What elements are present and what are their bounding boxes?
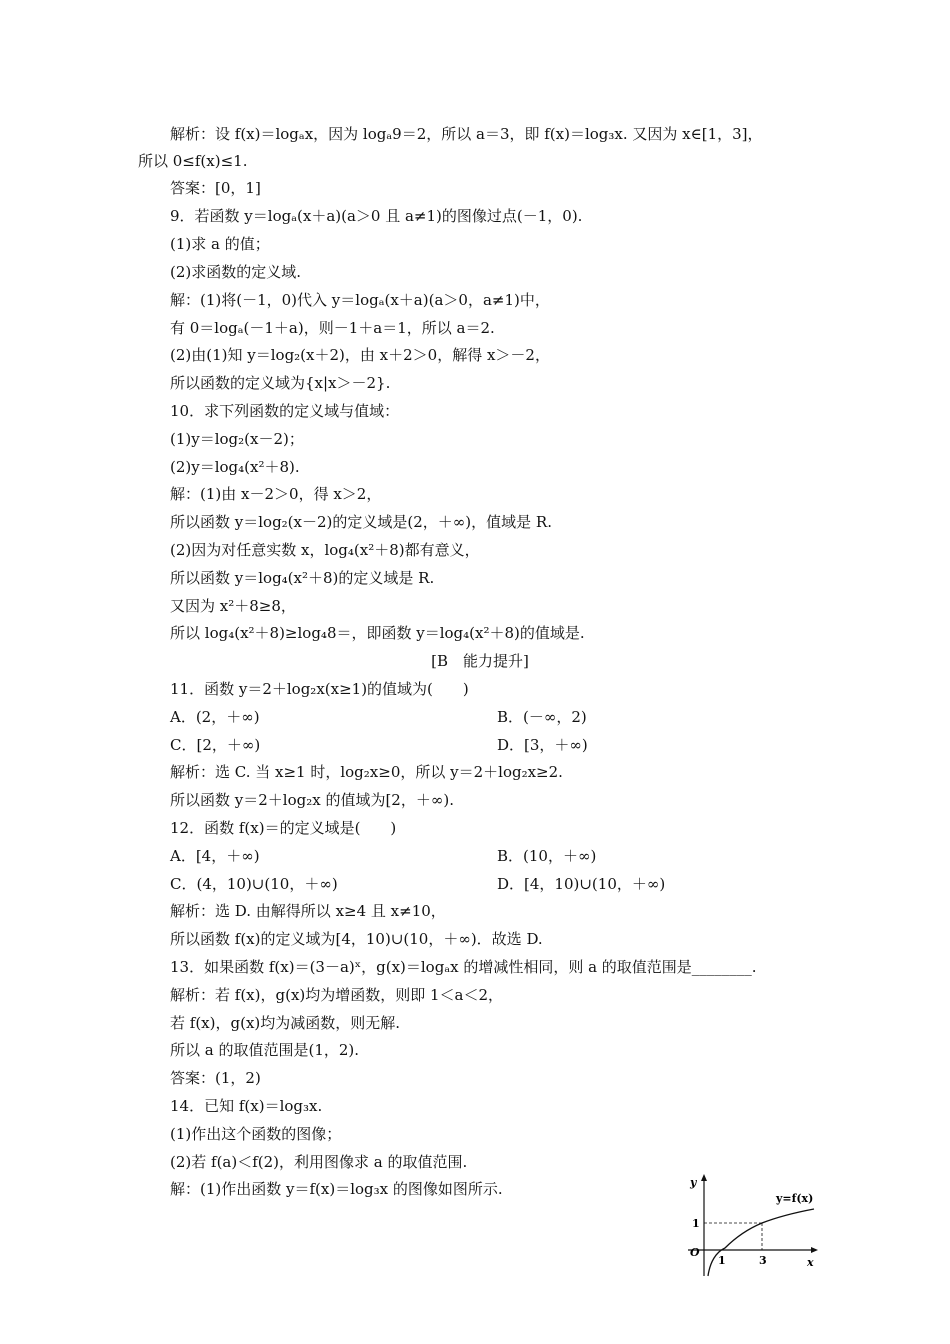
x-tick-1: 1 bbox=[718, 1254, 726, 1267]
question-10: 10．求下列函数的定义域与值域： bbox=[170, 402, 400, 420]
text-line: 解析：若 f(x)，g(x)均为增函数，则即 1＜a＜2， bbox=[170, 986, 504, 1004]
question-14: 14．已知 f(x)＝log₃x. bbox=[170, 1097, 323, 1115]
text-line: 有 0＝logₐ(－1＋a)，则－1＋a＝1，所以 a＝2. bbox=[170, 319, 495, 337]
text-line: 又因为 x²＋8≥8， bbox=[170, 597, 296, 615]
question-13: 13．如果函数 f(x)＝(3－a)ˣ，g(x)＝logₐx 的增减性相同，则 a 的取值范围是________. bbox=[170, 958, 757, 976]
text-line: (2)求函数的定义域. bbox=[170, 263, 302, 281]
text-line: 所以函数 f(x)的定义域为[4，10)∪(10，＋∞)．故选 D. bbox=[170, 930, 543, 948]
option-d: D．[3，＋∞) bbox=[497, 736, 588, 754]
option-b: B．(－∞，2) bbox=[497, 708, 587, 726]
y-axis-label: y bbox=[690, 1176, 697, 1189]
text-line: (1)求 a 的值； bbox=[170, 235, 270, 253]
text-line: 所以 log₄(x²＋8)≥log₄8＝，即函数 y＝log₄(x²＋8)的值域是. bbox=[170, 624, 585, 642]
text-line: (2)y＝log₄(x²＋8). bbox=[170, 458, 300, 476]
text-line: (1)y＝log₂(x－2)； bbox=[170, 430, 304, 448]
option-a: A．(2，＋∞) bbox=[170, 708, 260, 726]
text-line: 解：(1)作出函数 y＝f(x)＝log₃x 的图像如图所示. bbox=[170, 1180, 503, 1198]
text-line: 若 f(x)，g(x)均为减函数，则无解. bbox=[170, 1014, 401, 1032]
text-line: 所以 a 的取值范围是(1，2). bbox=[170, 1041, 360, 1059]
question-12: 12．函数 f(x)＝的定义域是( ) bbox=[170, 819, 397, 837]
text-line: (2)由(1)知 y＝log₂(x＋2)，由 x＋2＞0，解得 x＞－2， bbox=[170, 346, 550, 364]
origin-label: O bbox=[690, 1246, 700, 1259]
curve-label: y=f(x) bbox=[776, 1192, 814, 1205]
text-line: (2)因为对任意实数 x，log₄(x²＋8)都有意义， bbox=[170, 541, 480, 559]
text-line: (2)若 f(a)＜f(2)，利用图像求 a 的取值范围. bbox=[170, 1153, 468, 1171]
text-line: 所以函数 y＝2＋log₂x 的值域为[2，＋∞). bbox=[170, 791, 454, 809]
x-axis-arrow-icon bbox=[811, 1247, 818, 1253]
text-line: 所以函数 y＝log₂(x－2)的定义域是(2，＋∞)，值域是 R. bbox=[170, 513, 552, 531]
option-d: D．[4，10)∪(10，＋∞) bbox=[497, 875, 666, 893]
text-line: 所以函数的定义域为{x|x＞－2}. bbox=[170, 374, 391, 392]
answer-line: 答案：[0，1] bbox=[170, 179, 261, 197]
text-line: 解析：选 C. 当 x≥1 时，log₂x≥0，所以 y＝2＋log₂x≥2. bbox=[170, 763, 563, 781]
text-line: 解：(1)由 x－2＞0，得 x＞2， bbox=[170, 485, 382, 503]
text-line: 解析：选 D. 由解得所以 x≥4 且 x≠10， bbox=[170, 902, 446, 920]
text-line: 解：(1)将(－1，0)代入 y＝logₐ(x＋a)(a＞0，a≠1)中， bbox=[170, 291, 550, 309]
y-axis-arrow-icon bbox=[701, 1174, 707, 1181]
section-heading: [B 能力提升] bbox=[431, 652, 529, 670]
answer-line: 答案：(1，2) bbox=[170, 1069, 261, 1087]
text-line: 解析：设 f(x)＝logₐx，因为 logₐ9＝2，所以 a＝3，即 f(x)＝log₃x. 又因为 x∈[1，3]， bbox=[170, 125, 763, 143]
question-9: 9．若函数 y＝logₐ(x＋a)(a＞0 且 a≠1)的图像过点(－1，0). bbox=[170, 207, 583, 225]
question-11: 11．函数 y＝2＋log₂x(x≥1)的值域为( ) bbox=[170, 680, 469, 698]
x-axis-label: x bbox=[807, 1256, 814, 1269]
text-line: (1)作出这个函数的图像； bbox=[170, 1125, 342, 1143]
option-c: C．(4，10)∪(10，＋∞) bbox=[170, 875, 338, 893]
option-c: C．[2，＋∞) bbox=[170, 736, 261, 754]
option-b: B．(10，＋∞) bbox=[497, 847, 597, 865]
log-function-graph bbox=[668, 1172, 828, 1280]
y-tick-1: 1 bbox=[692, 1217, 700, 1230]
option-a: A．[4，＋∞) bbox=[170, 847, 260, 865]
text-line: 所以 0≤f(x)≤1. bbox=[138, 152, 248, 170]
text-line: 所以函数 y＝log₄(x²＋8)的定义域是 R. bbox=[170, 569, 435, 587]
x-tick-3: 3 bbox=[759, 1254, 767, 1267]
